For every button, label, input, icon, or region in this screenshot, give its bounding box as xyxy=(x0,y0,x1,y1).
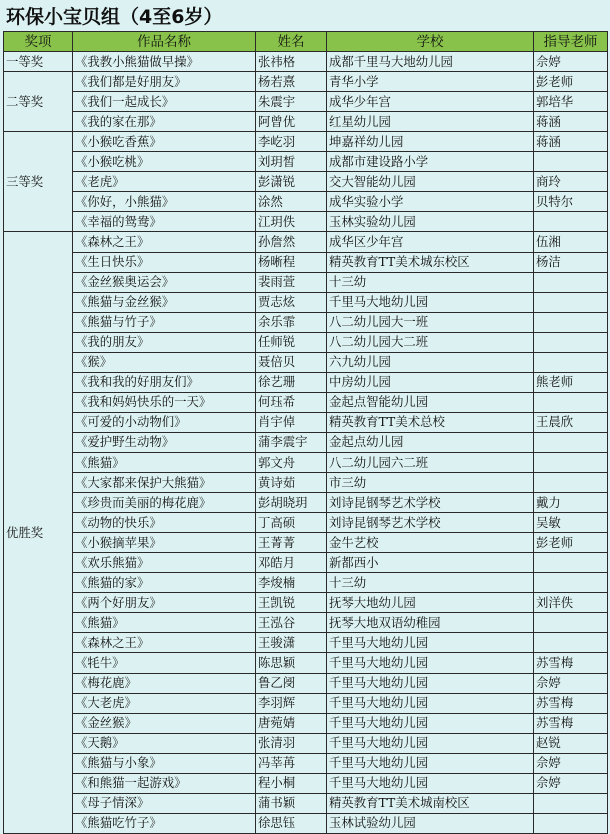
artwork-title-cell: 《我和我的好朋友们》 xyxy=(73,372,256,392)
school-cell: 抚琴大地双语幼稚园 xyxy=(327,613,534,633)
teacher-cell: 佘婷 xyxy=(534,773,608,793)
artwork-title-cell: 《欢乐熊猫》 xyxy=(73,553,256,573)
table-row xyxy=(4,412,608,432)
school-cell: 玉林试验幼儿园 xyxy=(327,813,534,833)
teacher-cell: 戴力 xyxy=(534,493,608,513)
teacher-cell xyxy=(534,272,608,292)
teacher-cell xyxy=(534,292,608,312)
artwork-title-cell: 《森林之王》 xyxy=(73,232,256,252)
artwork-title-cell: 《熊猫与小象》 xyxy=(73,753,256,773)
artwork-title-cell: 《熊猫》 xyxy=(73,613,256,633)
artwork-title-cell: 《我和妈妈快乐的一天》 xyxy=(73,392,256,412)
teacher-cell xyxy=(534,312,608,332)
teacher-cell xyxy=(534,633,608,653)
artwork-title-cell: 《大家都来保护大熊猫》 xyxy=(73,473,256,493)
school-cell: 中房幼儿园 xyxy=(327,372,534,392)
school-cell: 抚琴大地幼儿园 xyxy=(327,593,534,613)
column-header-name: 姓名 xyxy=(256,32,327,52)
table-row xyxy=(4,653,608,673)
teacher-cell xyxy=(534,432,608,452)
student-name-cell: 肖宇倬 xyxy=(256,412,327,432)
school-cell: 千里马大地幼儿园 xyxy=(327,773,534,793)
table-row xyxy=(4,92,608,112)
artwork-title-cell: 《你好，小熊猫》 xyxy=(73,192,256,212)
school-cell: 八二幼儿园大一班 xyxy=(327,312,534,332)
student-name-cell: 杨若熹 xyxy=(256,72,327,92)
table-row xyxy=(4,693,608,713)
school-cell: 坤嘉祥幼儿园 xyxy=(327,132,534,152)
table-row xyxy=(4,613,608,633)
teacher-cell: 佘婷 xyxy=(534,673,608,693)
student-name-cell: 陈思颖 xyxy=(256,653,327,673)
student-name-cell: 蒲李震宇 xyxy=(256,432,327,452)
teacher-cell xyxy=(534,573,608,593)
teacher-cell: 赵锐 xyxy=(534,733,608,753)
student-name-cell: 彭潇锐 xyxy=(256,172,327,192)
school-cell: 金起点幼儿园 xyxy=(327,432,534,452)
student-name-cell: 涂然 xyxy=(256,192,327,212)
school-cell: 千里马大地幼儿园 xyxy=(327,292,534,312)
student-name-cell: 聂倍贝 xyxy=(256,352,327,372)
artwork-title-cell: 《熊猫的家》 xyxy=(73,573,256,593)
teacher-cell: 刘洋佚 xyxy=(534,593,608,613)
school-cell: 红星幼儿园 xyxy=(327,112,534,132)
student-name-cell: 江玥佚 xyxy=(256,212,327,232)
artwork-title-cell: 《两个好朋友》 xyxy=(73,593,256,613)
table-body xyxy=(4,52,608,834)
artwork-title-cell: 《幸福的鸳鸯》 xyxy=(73,212,256,232)
artwork-title-cell: 《熊猫与金丝猴》 xyxy=(73,292,256,312)
artwork-title-cell: 《森林之王》 xyxy=(73,633,256,653)
table-row xyxy=(4,52,608,72)
table-row xyxy=(4,292,608,312)
student-name-cell: 李焌楠 xyxy=(256,573,327,593)
teacher-cell xyxy=(534,793,608,813)
artwork-title-cell: 《熊猫与竹子》 xyxy=(73,312,256,332)
school-cell: 成都千里马大地幼儿园 xyxy=(327,52,534,72)
teacher-cell: 郭培华 xyxy=(534,92,608,112)
teacher-cell xyxy=(534,473,608,493)
table-row xyxy=(4,773,608,793)
artwork-title-cell: 《天鹅》 xyxy=(73,733,256,753)
artwork-title-cell: 《牦牛》 xyxy=(73,653,256,673)
teacher-cell: 杨洁 xyxy=(534,252,608,272)
teacher-cell: 蒋涵 xyxy=(534,112,608,132)
table-row xyxy=(4,793,608,813)
teacher-cell xyxy=(534,392,608,412)
student-name-cell: 冯莘苒 xyxy=(256,753,327,773)
student-name-cell: 朱震宇 xyxy=(256,92,327,112)
teacher-cell xyxy=(534,553,608,573)
student-name-cell: 李屹羽 xyxy=(256,132,327,152)
school-cell: 千里马大地幼儿园 xyxy=(327,633,534,653)
student-name-cell: 丁高硕 xyxy=(256,513,327,533)
table-row xyxy=(4,753,608,773)
school-cell: 交大智能幼儿园 xyxy=(327,172,534,192)
table-row xyxy=(4,272,608,292)
artwork-title-cell: 《小猴吃桃》 xyxy=(73,152,256,172)
teacher-cell xyxy=(534,152,608,172)
artwork-title-cell: 《可爱的小动物们》 xyxy=(73,412,256,432)
teacher-cell: 吴敏 xyxy=(534,513,608,533)
table-row xyxy=(4,232,608,252)
student-name-cell: 邓皓月 xyxy=(256,553,327,573)
table-row xyxy=(4,713,608,733)
column-header-award: 奖项 xyxy=(4,32,73,52)
artwork-title-cell: 《生日快乐》 xyxy=(73,252,256,272)
teacher-cell xyxy=(534,452,608,472)
student-name-cell: 王泓谷 xyxy=(256,613,327,633)
teacher-cell: 苏雪梅 xyxy=(534,653,608,673)
student-name-cell: 孙詹然 xyxy=(256,232,327,252)
artwork-title-cell: 《老虎》 xyxy=(73,172,256,192)
school-cell: 刘诗昆钢琴艺术学校 xyxy=(327,513,534,533)
table-row xyxy=(4,392,608,412)
page-title: 环保小宝贝组（4至6岁） xyxy=(6,6,223,28)
teacher-cell: 王晨欣 xyxy=(534,412,608,432)
school-cell: 八二幼儿园六二班 xyxy=(327,452,534,472)
table-row xyxy=(4,452,608,472)
artwork-title-cell: 《爱护野生动物》 xyxy=(73,432,256,452)
artwork-title-cell: 《珍贵而美丽的梅花鹿》 xyxy=(73,493,256,513)
table-row xyxy=(4,372,608,392)
artwork-title-cell: 《我教小熊猫做早操》 xyxy=(73,52,256,72)
student-name-cell: 彭胡晓玥 xyxy=(256,493,327,513)
student-name-cell: 杨晰程 xyxy=(256,252,327,272)
table-header-row xyxy=(4,32,608,52)
school-cell: 精英教育TT美术城南校区 xyxy=(327,793,534,813)
teacher-cell: 苏雪梅 xyxy=(534,713,608,733)
table-row xyxy=(4,553,608,573)
award-level-cell: 三等奖 xyxy=(4,132,73,232)
teacher-cell: 蒋涵 xyxy=(534,132,608,152)
artwork-title-cell: 《母子情深》 xyxy=(73,793,256,813)
student-name-cell: 何珏希 xyxy=(256,392,327,412)
school-cell: 十三幼 xyxy=(327,573,534,593)
student-name-cell: 黄诗茹 xyxy=(256,473,327,493)
student-name-cell: 唐菀婧 xyxy=(256,713,327,733)
teacher-cell: 商玲 xyxy=(534,172,608,192)
teacher-cell xyxy=(534,813,608,833)
school-cell: 成华实验小学 xyxy=(327,192,534,212)
teacher-cell xyxy=(534,352,608,372)
school-cell: 金起点智能幼儿园 xyxy=(327,392,534,412)
table-row xyxy=(4,312,608,332)
student-name-cell: 任师锐 xyxy=(256,332,327,352)
table-row xyxy=(4,533,608,553)
artwork-title-cell: 《我的家在那》 xyxy=(73,112,256,132)
teacher-cell: 佘婷 xyxy=(534,52,608,72)
school-cell: 千里马大地幼儿园 xyxy=(327,693,534,713)
award-level-cell: 二等奖 xyxy=(4,72,73,132)
artwork-title-cell: 《和熊猫一起游戏》 xyxy=(73,773,256,793)
student-name-cell: 王菁菁 xyxy=(256,533,327,553)
artwork-title-cell: 《我们一起成长》 xyxy=(73,92,256,112)
student-name-cell: 裴雨萱 xyxy=(256,272,327,292)
teacher-cell xyxy=(534,212,608,232)
artwork-title-cell: 《我们都是好朋友》 xyxy=(73,72,256,92)
teacher-cell xyxy=(534,613,608,633)
table-row xyxy=(4,212,608,232)
teacher-cell xyxy=(534,332,608,352)
column-header-school: 学校 xyxy=(327,32,534,52)
teacher-cell: 佘婷 xyxy=(534,753,608,773)
table-row xyxy=(4,252,608,272)
artwork-title-cell: 《我的朋友》 xyxy=(73,332,256,352)
student-name-cell: 张清羽 xyxy=(256,733,327,753)
student-name-cell: 阿曾优 xyxy=(256,112,327,132)
artwork-title-cell: 《金丝猴》 xyxy=(73,713,256,733)
school-cell: 精英教育TT美术城东校区 xyxy=(327,252,534,272)
teacher-cell: 苏雪梅 xyxy=(534,693,608,713)
school-cell: 千里马大地幼儿园 xyxy=(327,733,534,753)
student-name-cell: 张祎格 xyxy=(256,52,327,72)
column-header-teacher: 指导老师 xyxy=(534,32,608,52)
student-name-cell: 李羽辉 xyxy=(256,693,327,713)
table-row xyxy=(4,573,608,593)
award-table xyxy=(3,31,608,834)
table-row xyxy=(4,72,608,92)
student-name-cell: 余乐霏 xyxy=(256,312,327,332)
student-name-cell: 蒲书颖 xyxy=(256,793,327,813)
artwork-title-cell: 《熊猫》 xyxy=(73,452,256,472)
school-cell: 精英教育TT美术总校 xyxy=(327,412,534,432)
teacher-cell: 熊老师 xyxy=(534,372,608,392)
award-level-cell: 一等奖 xyxy=(4,52,73,72)
award-level-cell: 优胜奖 xyxy=(4,232,73,833)
teacher-cell: 伍湘 xyxy=(534,232,608,252)
school-cell: 玉林实验幼儿园 xyxy=(327,212,534,232)
teacher-cell: 贝特尔 xyxy=(534,192,608,212)
school-cell: 新都西小 xyxy=(327,553,534,573)
table-row xyxy=(4,673,608,693)
artwork-title-cell: 《大老虎》 xyxy=(73,693,256,713)
school-cell: 千里马大地幼儿园 xyxy=(327,713,534,733)
artwork-title-cell: 《猴》 xyxy=(73,352,256,372)
artwork-title-cell: 《金丝猴奥运会》 xyxy=(73,272,256,292)
school-cell: 金牛艺校 xyxy=(327,533,534,553)
student-name-cell: 鲁乙阌 xyxy=(256,673,327,693)
table-row xyxy=(4,192,608,212)
school-cell: 千里马大地幼儿园 xyxy=(327,653,534,673)
teacher-cell: 彭老师 xyxy=(534,72,608,92)
student-name-cell: 徐思钰 xyxy=(256,813,327,833)
student-name-cell: 徐艺珊 xyxy=(256,372,327,392)
table-row xyxy=(4,813,608,833)
artwork-title-cell: 《小猴摘苹果》 xyxy=(73,533,256,553)
school-cell: 成都市建设路小学 xyxy=(327,152,534,172)
school-cell: 千里马大地幼儿园 xyxy=(327,753,534,773)
table-row xyxy=(4,473,608,493)
table-row xyxy=(4,112,608,132)
student-name-cell: 王骏潇 xyxy=(256,633,327,653)
table-row xyxy=(4,493,608,513)
school-cell: 刘诗昆钢琴艺术学校 xyxy=(327,493,534,513)
table-row xyxy=(4,633,608,653)
table-row xyxy=(4,733,608,753)
school-cell: 十三幼 xyxy=(327,272,534,292)
table-row xyxy=(4,513,608,533)
artwork-title-cell: 《动物的快乐》 xyxy=(73,513,256,533)
school-cell: 成华少年宫 xyxy=(327,92,534,112)
student-name-cell: 郭文舟 xyxy=(256,452,327,472)
table-row xyxy=(4,132,608,152)
student-name-cell: 贾志炫 xyxy=(256,292,327,312)
artwork-title-cell: 《梅花鹿》 xyxy=(73,673,256,693)
student-name-cell: 刘玥皙 xyxy=(256,152,327,172)
column-header-work: 作品名称 xyxy=(73,32,256,52)
student-name-cell: 王凯锐 xyxy=(256,593,327,613)
table-row xyxy=(4,332,608,352)
school-cell: 市三幼 xyxy=(327,473,534,493)
table-row xyxy=(4,432,608,452)
student-name-cell: 程小桐 xyxy=(256,773,327,793)
school-cell: 千里马大地幼儿园 xyxy=(327,673,534,693)
school-cell: 六九幼儿园 xyxy=(327,352,534,372)
table-row xyxy=(4,172,608,192)
artwork-title-cell: 《熊猫吃竹子》 xyxy=(73,813,256,833)
table-row xyxy=(4,593,608,613)
teacher-cell: 彭老师 xyxy=(534,533,608,553)
table-row xyxy=(4,152,608,172)
school-cell: 青华小学 xyxy=(327,72,534,92)
school-cell: 成华区少年宫 xyxy=(327,232,534,252)
artwork-title-cell: 《小猴吃香蕉》 xyxy=(73,132,256,152)
school-cell: 八二幼儿园大二班 xyxy=(327,332,534,352)
table-row xyxy=(4,352,608,372)
